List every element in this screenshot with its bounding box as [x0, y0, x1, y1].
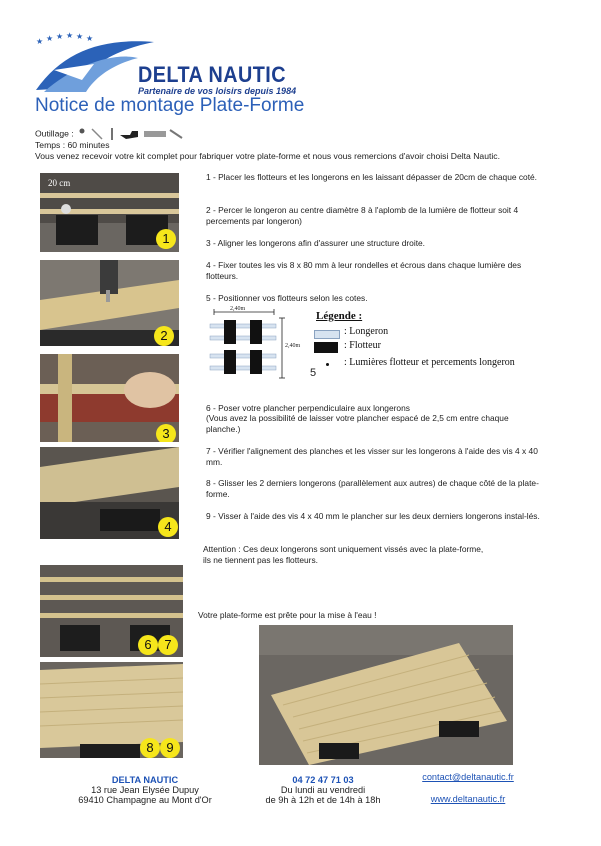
tool-icons: [76, 127, 186, 141]
photo-step-3: [40, 354, 179, 442]
svg-text:★: ★: [56, 32, 64, 41]
legend-lumieres: : Lumières flotteur et percements longeron: [344, 357, 515, 368]
intro-text: Vous venez recevoir votre kit complet pour fabriquer votre plate-forme et nous vous remercions d'avoir choisi Delta Nautic.: [35, 151, 500, 161]
float-layout-diagram: [206, 306, 296, 384]
step-5: 5 - Positionner vos flotteurs selon les cotes.: [206, 293, 368, 303]
footer-links: [408, 772, 528, 804]
step-4: 4 - Fixer toutes les vis 8 x 80 mm à leur rondelles et écrous dans chaque lumière des flotteurs.: [206, 260, 522, 281]
svg-text:★: ★: [76, 32, 84, 41]
badge-2: 2: [154, 326, 174, 346]
time-line: Temps : 60 minutes: [35, 140, 110, 150]
badge-3: 3: [156, 424, 176, 442]
tools-label: Outillage :: [35, 128, 74, 139]
step-6: 6 - Poser votre plancher perpendiculaire aux longerons: [206, 403, 410, 413]
brand-tagline: Partenaire de vos loisirs depuis 1984: [138, 86, 297, 96]
badge-9: 9: [160, 738, 180, 758]
step-8: 8 - Glisser les 2 derniers longerons (parallèlement aux autres) de chaque côté de la plate-forme.: [206, 478, 539, 499]
step-3: 3 - Aligner les longerons afin d'assurer une structure droite.: [206, 238, 426, 248]
measure-label: 20 cm: [48, 178, 71, 188]
diagram-height-label: 2,40m: [285, 343, 301, 349]
diagram-number: 5: [310, 367, 317, 379]
attention-line-2: ils ne tiennent pas les flotteurs.: [203, 555, 318, 565]
footer-phone: 04 72 47 71 03: [292, 775, 354, 785]
step-9: 9 - Visser à l'aide des vis 4 x 40 mm le plancher sur les deux derniers longerons instal-lés.: [206, 511, 540, 521]
footer-website-link[interactable]: www.deltanautic.fr: [430, 794, 506, 804]
footer-hours-1: Du lundi au vendredi: [280, 785, 366, 795]
legend-title: Légende :: [316, 310, 363, 322]
legend-swatch-longeron: [314, 330, 340, 339]
diagram-width-label: 2,40m: [230, 306, 246, 312]
photo-step-8-9: [40, 662, 183, 758]
legend-swatch-flotteur: [314, 342, 338, 353]
photo-step-6-7: [40, 565, 183, 657]
ready-text: Votre plate-forme est prête pour la mise à l'eau !: [198, 610, 377, 620]
step-1: 1 - Placer les flotteurs et les longerons en les laissant dépasser de 20cm de chaque coté.: [206, 172, 538, 182]
legend-swatch-lumiere: [326, 363, 329, 366]
step-6-note: (Vous avez la possibilité de laisser votre plancher espacé de 2,5 cm entre chaque planche.): [206, 413, 509, 434]
badge-6: 6: [138, 635, 158, 655]
photo-step-4: [40, 447, 179, 539]
photo-finished-platform: [259, 625, 513, 765]
svg-text:★: ★: [46, 34, 54, 43]
step-2: 2 - Percer le longeron au centre diamètre 8 à l'aplomb de la lumière de flotteur soit 4 percements par longeron): [206, 205, 519, 226]
photo-step-2: [40, 260, 179, 346]
photo-step-1: [40, 173, 179, 252]
footer-contact: [238, 775, 408, 805]
badge-4: 4: [158, 517, 178, 537]
legend-flotteur: : Flotteur: [344, 340, 381, 351]
footer-address-2: 69410 Champagne au Mont d'Or: [78, 795, 212, 805]
footer-email-link[interactable]: contact@deltanautic.fr: [422, 772, 514, 782]
footer-address: [70, 775, 220, 805]
badge-8: 8: [140, 738, 160, 758]
step-7: 7 - Vérifier l'alignement des planches et les visser sur les longerons à l'aide des vis 4 x 40 mm.: [206, 446, 538, 467]
brand-name: DELTA NAUTIC: [138, 62, 287, 87]
attention-line-1: Attention : Ces deux longerons sont uniquement vissés avec la plate-forme,: [203, 544, 484, 554]
footer-hours-2: de 9h à 12h et de 14h à 18h: [265, 795, 381, 805]
tools-line: [35, 127, 186, 141]
svg-text:★: ★: [86, 34, 94, 43]
badge-1: 1: [156, 229, 176, 249]
badge-7: 7: [158, 635, 178, 655]
legend-longeron: : Longeron: [344, 326, 389, 337]
footer-company: DELTA NAUTIC: [111, 775, 179, 785]
svg-text:★: ★: [66, 31, 74, 40]
footer-address-1: 13 rue Jean Elysée Dupuy: [91, 785, 199, 795]
page-title: Notice de montage Plate-Forme: [35, 95, 305, 116]
svg-text:★: ★: [36, 37, 44, 46]
